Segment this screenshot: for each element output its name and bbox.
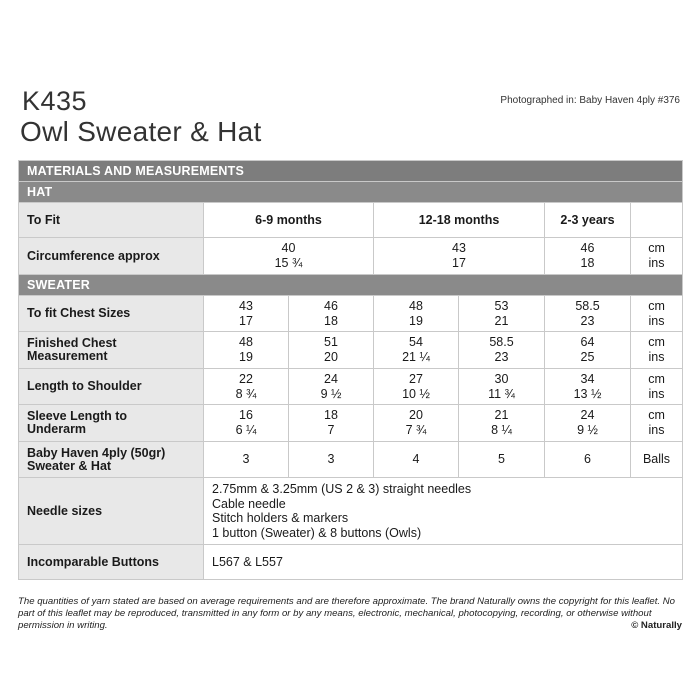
needles-row bbox=[19, 478, 683, 545]
value-cell: 24 9 ½ bbox=[289, 369, 374, 405]
row-label: Length to Shoulder bbox=[19, 369, 204, 405]
value-cell: 34 13 ½ bbox=[545, 369, 631, 405]
pattern-code: K435 bbox=[22, 86, 88, 116]
sweater-heading: SWEATER bbox=[19, 275, 683, 296]
needles-list bbox=[204, 478, 683, 545]
value-cell: 27 10 ½ bbox=[374, 369, 459, 405]
value-cell: 4 bbox=[374, 442, 459, 478]
unit-cell: cm ins bbox=[631, 369, 683, 405]
to-fit-label: To Fit bbox=[19, 203, 204, 238]
value-cell: 24 9 ½ bbox=[545, 405, 631, 442]
value-cell: 3 bbox=[289, 442, 374, 478]
needle-item: Cable needle bbox=[212, 496, 286, 511]
yarn-label: Baby Haven 4ply (50gr) Sweater & Hat bbox=[19, 442, 204, 478]
buttons-value: L567 & L557 bbox=[204, 545, 683, 580]
value-cell: 21 8 ¼ bbox=[459, 405, 545, 442]
sweater-measure-row bbox=[19, 369, 683, 405]
needle-item: 1 button (Sweater) & 8 buttons (Owls) bbox=[212, 525, 422, 540]
value-cell: 43 17 bbox=[204, 296, 289, 332]
sweater-header-row bbox=[19, 275, 683, 296]
row-label: Sleeve Length to Underarm bbox=[19, 405, 204, 442]
pattern-title: Owl Sweater & Hat bbox=[20, 116, 262, 147]
unit-cell: cm ins bbox=[631, 296, 683, 332]
copyright-text: © Naturally bbox=[631, 620, 682, 631]
sweater-measure-row bbox=[19, 405, 683, 442]
row-label: To fit Chest Sizes bbox=[19, 296, 204, 332]
needle-item: 2.75mm & 3.25mm (US 2 & 3) straight needles bbox=[212, 482, 472, 496]
value-cell: 58.5 23 bbox=[459, 332, 545, 369]
value-cell: 48 19 bbox=[204, 332, 289, 369]
value-cell: 6 bbox=[545, 442, 631, 478]
photographed-in: Photographed in: Baby Haven 4ply #376 bbox=[500, 95, 680, 106]
unit-cell: cm ins bbox=[631, 405, 683, 442]
hat-size: 12-18 months bbox=[374, 203, 545, 238]
materials-header-row bbox=[19, 161, 683, 182]
unit-cell: cm ins bbox=[631, 238, 683, 275]
yarn-row bbox=[19, 442, 683, 478]
value-cell: 5 bbox=[459, 442, 545, 478]
unit-cell: cm ins bbox=[631, 332, 683, 369]
value-cell: 18 7 bbox=[289, 405, 374, 442]
buttons-label: Incomparable Buttons bbox=[19, 545, 204, 580]
circumference-label: Circumference approx bbox=[19, 238, 204, 275]
unit-cell: Balls bbox=[631, 442, 683, 478]
value-cell: 46 18 bbox=[545, 238, 631, 275]
value-cell: 43 17 bbox=[374, 238, 545, 275]
value-cell: 46 18 bbox=[289, 296, 374, 332]
hat-size: 6-9 months bbox=[204, 203, 374, 238]
empty-cell bbox=[631, 203, 683, 238]
needle-item: Stitch holders & markers bbox=[212, 511, 349, 525]
materials-heading: MATERIALS AND MEASUREMENTS bbox=[19, 161, 683, 182]
value-cell: 53 21 bbox=[459, 296, 545, 332]
buttons-row bbox=[19, 545, 683, 580]
value-cell: 64 25 bbox=[545, 332, 631, 369]
value-cell: 40 15 ¾ bbox=[204, 238, 374, 275]
hat-size: 2-3 years bbox=[545, 203, 631, 238]
sweater-measure-row bbox=[19, 332, 683, 369]
hat-header-row bbox=[19, 182, 683, 203]
value-cell: 16 6 ¼ bbox=[204, 405, 289, 442]
value-cell: 20 7 ¾ bbox=[374, 405, 459, 442]
needles-label: Needle sizes bbox=[19, 478, 204, 545]
value-cell: 48 19 bbox=[374, 296, 459, 332]
value-cell: 51 20 bbox=[289, 332, 374, 369]
disclaimer-text: The quantities of yarn stated are based on average requirements and are therefore approximate. The brand Naturally owns the copyright for this leaflet. No part of this leaflet may be reproduced, transmitted in any form or by any means, electronic, mechanical, photocopying, recording, or otherwise without permission in writing. bbox=[18, 596, 676, 631]
hat-circumference-row bbox=[19, 238, 683, 275]
hat-heading: HAT bbox=[19, 182, 683, 203]
row-label: Finished Chest Measurement bbox=[19, 332, 204, 369]
value-cell: 22 8 ¾ bbox=[204, 369, 289, 405]
value-cell: 30 11 ¾ bbox=[459, 369, 545, 405]
value-cell: 54 21 ¼ bbox=[374, 332, 459, 369]
value-cell: 58.5 23 bbox=[545, 296, 631, 332]
value-cell: 3 bbox=[204, 442, 289, 478]
materials-table bbox=[18, 160, 683, 580]
sweater-measure-row bbox=[19, 296, 683, 332]
hat-to-fit-row bbox=[19, 203, 683, 238]
